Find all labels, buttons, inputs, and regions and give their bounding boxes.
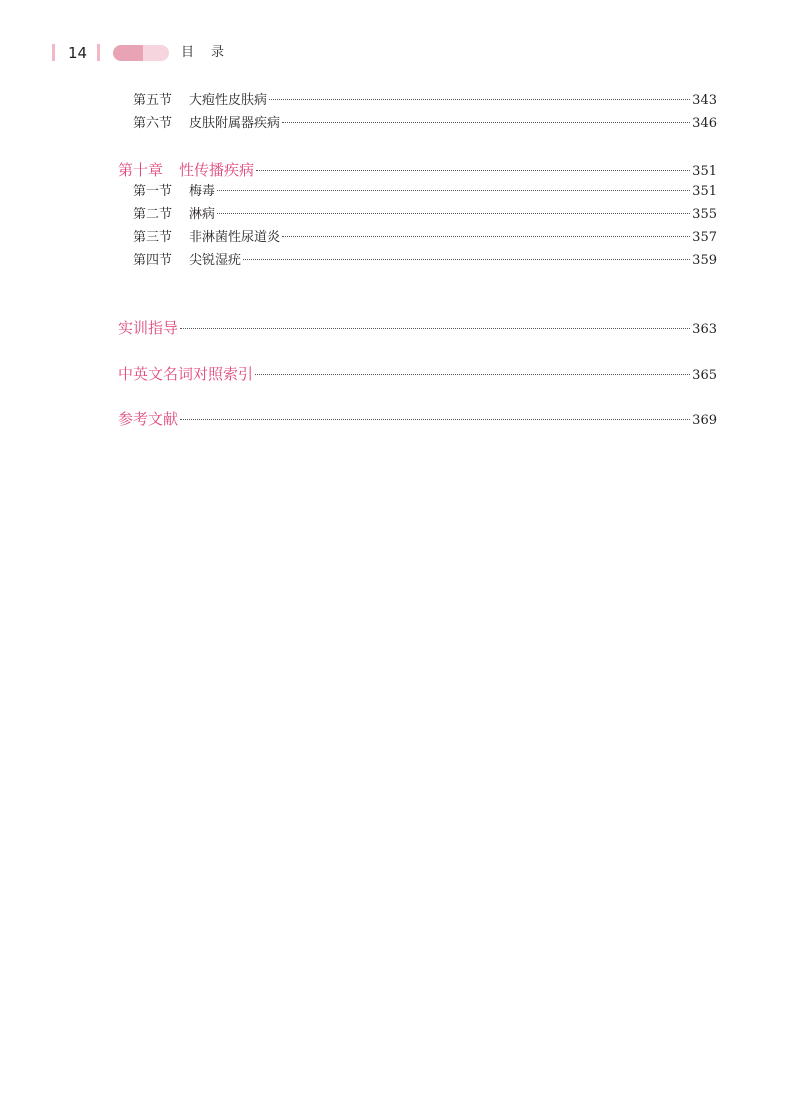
dot-leader [217, 190, 690, 191]
toc-section-row[interactable] [133, 92, 717, 110]
section-page: 346 [692, 116, 717, 131]
page-number: 14 [68, 44, 88, 62]
section-number: 第四节 [133, 253, 173, 268]
toc-section-row[interactable] [133, 252, 717, 270]
dot-leader [282, 122, 690, 123]
toc-appendix-row[interactable] [118, 318, 717, 340]
dot-leader [282, 236, 690, 237]
dot-leader [255, 374, 690, 375]
section-title: 大疱性皮肤病 [189, 93, 268, 108]
page-header [0, 42, 800, 64]
chapter-page: 351 [692, 164, 717, 179]
header-title: 目录 [181, 45, 242, 60]
header-left-bar [52, 44, 55, 61]
toc-section-row[interactable] [133, 206, 717, 224]
appendix-page: 363 [692, 322, 717, 337]
appendix-title: 中英文名词对照索引 [118, 365, 254, 383]
section-title: 非淋菌性尿道炎 [189, 230, 281, 245]
toc-section-row[interactable] [133, 183, 717, 201]
appendix-title: 参考文献 [118, 410, 179, 428]
appendix-title: 实训指导 [118, 319, 179, 337]
dot-leader [180, 419, 690, 420]
header-tab-light [141, 45, 169, 61]
section-page: 355 [692, 207, 717, 222]
toc-section-row[interactable] [133, 115, 717, 133]
dot-leader [180, 328, 690, 329]
section-number: 第六节 [133, 116, 173, 131]
section-title: 皮肤附属器疾病 [189, 116, 281, 131]
section-page: 357 [692, 230, 717, 245]
section-number: 第五节 [133, 93, 173, 108]
dot-leader [217, 213, 690, 214]
header-tab-dark [113, 45, 143, 61]
header-tab-decoration [113, 45, 169, 61]
chapter-title: 性传播疾病 [179, 161, 255, 179]
chapter-number: 第十章 [118, 161, 164, 179]
toc-section-row[interactable] [133, 229, 717, 247]
section-number: 第二节 [133, 207, 173, 222]
section-title: 尖锐湿疣 [189, 253, 242, 268]
dot-leader [269, 99, 690, 100]
section-title: 梅毒 [189, 184, 216, 199]
appendix-page: 365 [692, 368, 717, 383]
appendix-page: 369 [692, 413, 717, 428]
section-number: 第三节 [133, 230, 173, 245]
section-title: 淋病 [189, 207, 216, 222]
section-page: 351 [692, 184, 717, 199]
dot-leader [243, 259, 690, 260]
dot-leader [256, 170, 690, 171]
toc-appendix-row[interactable] [118, 364, 717, 386]
header-divider-bar [97, 44, 100, 61]
toc-appendix-row[interactable] [118, 409, 717, 431]
section-page: 343 [692, 93, 717, 108]
toc-chapter-row[interactable] [118, 160, 717, 182]
section-page: 359 [692, 253, 717, 268]
section-number: 第一节 [133, 184, 173, 199]
